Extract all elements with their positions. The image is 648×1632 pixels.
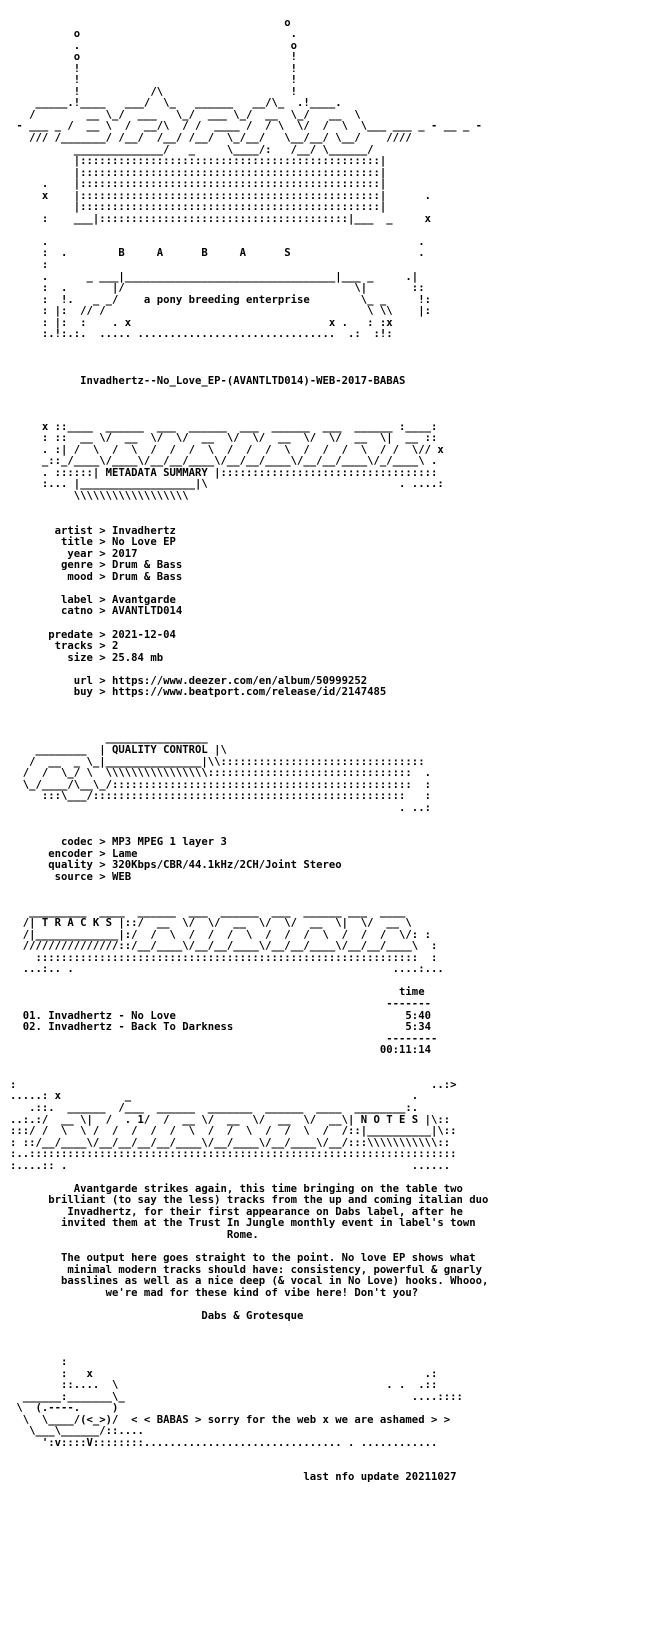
nfo-line: minimal modern tracks should have: consistency, powerful & gnarly bbox=[10, 1263, 482, 1276]
nfo-line: source > WEB bbox=[10, 871, 132, 884]
nfo-line: : ::/__/____\/__/__/__/__/____\/__/____\/__/____\/__/:::\\\\\\\\\\\:: bbox=[10, 1136, 451, 1149]
nfo-line bbox=[10, 1057, 488, 1069]
nfo-line: we're mad for these kind of vibe here! Don't you? bbox=[10, 1286, 419, 1299]
nfo-line: quality > 320Kbps/CBR/44.1kHz/2CH/Joint Stereo bbox=[10, 859, 342, 872]
nfo-line: : . |/ \| :: bbox=[10, 282, 425, 295]
nfo-line: _::_/____\/____\/__/__/____\/__/__/____\/__/__/____\/_/____\ . bbox=[10, 455, 438, 468]
nfo-line bbox=[10, 710, 488, 722]
nfo-line bbox=[10, 884, 488, 896]
nfo-line: 01. Invadhertz - No Love 5:40 bbox=[10, 1009, 431, 1022]
nfo-line: /// /_______/ /__/ /__/ /__/ \_/__/ \__/__/ \__/ //// bbox=[10, 132, 412, 145]
nfo-line: /| T R A C K S |::/ __ \/ \/ __ \/ \/ __ \| \/ __ \ bbox=[10, 917, 412, 930]
nfo-line: ______________/ _ \____/: /__/ \______/ bbox=[10, 143, 374, 156]
nfo-line bbox=[10, 387, 488, 399]
nfo-line: url > https://www.deezer.com/en/album/50999252 bbox=[10, 674, 368, 687]
nfo-line bbox=[10, 6, 488, 18]
nfo-line: Invadhertz, for their first appearance on Dabs label, after he bbox=[10, 1205, 463, 1218]
nfo-line: ::.... \ . . .:: bbox=[10, 1379, 438, 1392]
nfo-line bbox=[10, 1334, 488, 1346]
nfo-line: : |: : . x x . : :x bbox=[10, 316, 393, 329]
nfo-line: : x .: bbox=[10, 1367, 438, 1380]
nfo-line: artist > Invadhertz bbox=[10, 524, 176, 537]
nfo-line: Invadhertz--No_Love_EP-(AVANTLTD014)-WEB-2017-BABAS bbox=[10, 374, 406, 387]
nfo-line: . o bbox=[10, 39, 298, 52]
nfo-line: ///////////////::/__/____\/__/__/____\/__/__/____\/__/__/____\ : bbox=[10, 940, 438, 953]
nfo-line: last nfo update 20211027 bbox=[10, 1471, 457, 1484]
nfo-line: |:::::::::::::::::::::::::::::::::::::::::::::::| bbox=[10, 201, 387, 214]
nfo-line bbox=[10, 699, 488, 711]
nfo-line: ________ | QUALITY CONTROL |\ bbox=[10, 744, 227, 756]
nfo-line: :::::::::::::::::::::::::::::::::::::::::::::::::::::::::::: : bbox=[10, 951, 438, 964]
nfo-line: encoder > Lame bbox=[10, 847, 138, 860]
nfo-line: invited them at the Trust In Jungle monthly event in label's town bbox=[10, 1217, 476, 1230]
nfo-line bbox=[10, 514, 488, 526]
nfo-line: time bbox=[10, 986, 425, 999]
nfo-line: predate > 2021-12-04 bbox=[10, 628, 176, 641]
nfo-line: Rome. bbox=[10, 1228, 259, 1241]
nfo-line: -------- bbox=[10, 1032, 438, 1045]
nfo-line: \ \____/(<_>)/ < < BABAS > sorry for the web x we are ashamed > > bbox=[10, 1413, 451, 1426]
nfo-line: label > Avantgarde bbox=[10, 593, 176, 606]
nfo-line: - ___ _ / __ \ / __/\ / / ____ / / \ \/ / \ \___ ___ _ - __ _ - bbox=[10, 120, 482, 133]
nfo-line: year > 2017 bbox=[10, 547, 138, 560]
nfo-line: \\\\\\\\\\\\\\\\\\ bbox=[10, 489, 189, 502]
nfo-line: catno > AVANTLTD014 bbox=[10, 605, 183, 618]
nfo-line: ______:_______\_ ....:::: bbox=[10, 1390, 463, 1403]
nfo-line: /|_____________|:/ / \ / / / \ / / / \ / / / \/: : bbox=[10, 928, 431, 941]
nfo-line: \___\______/::.... bbox=[10, 1425, 144, 1438]
nfo-line: title > No Love EP bbox=[10, 536, 176, 549]
nfo-line: : ___|:::::::::::::::::::::::::::::::::::::::|___ _ x bbox=[10, 212, 431, 225]
nfo-line: o bbox=[10, 16, 291, 29]
nfo-line: / __ _ \_|_______________|\\:::::::::::::::::::::::::::::::: bbox=[10, 755, 425, 768]
nfo-line: ------- bbox=[10, 998, 431, 1011]
nfo-line bbox=[10, 618, 488, 630]
nfo-line bbox=[10, 1345, 488, 1357]
nfo-line: :... |__________________|\ . ....: bbox=[10, 478, 444, 491]
nfo-line: / __ \_/ ___ \_/ ___ \_/ __ \_/ __ \ bbox=[10, 108, 361, 121]
nfo-line bbox=[10, 364, 488, 376]
nfo-line bbox=[10, 895, 488, 907]
nfo-line: _____.!____ ___/ \_ ______ __/\_ .!____. bbox=[10, 97, 342, 110]
nfo-line: ..:.:/ __ \| / . 1/ / __ \/ __ \/ __ \/ __\| N O T E S |\:: bbox=[10, 1113, 451, 1126]
nfo-line: basslines as well as a nice deep (& vocal in No Love) hooks. Whooo, bbox=[10, 1275, 489, 1288]
nfo-line: 00:11:14 bbox=[10, 1044, 431, 1057]
nfo-line: \ (.----. ) bbox=[10, 1402, 119, 1415]
nfo-line: .....: x _ . bbox=[10, 1090, 419, 1103]
nfo-line: buy > https://www.beatport.com/release/id/2147485 bbox=[10, 686, 387, 699]
nfo-line: : ..:> bbox=[10, 1078, 457, 1091]
nfo-line: . :| / \ / \ / / / \ / / / \ / / / \ / / \// x bbox=[10, 443, 444, 456]
nfo-line bbox=[10, 814, 488, 826]
nfo-line: ! ! bbox=[10, 74, 298, 87]
nfo-line: .::. ______ /___ ______ _______ ______ ____ ________:. bbox=[10, 1101, 419, 1114]
nfo-line: x ::____ ______ ___ ______ ___ ______ ___ ______ :____: bbox=[10, 420, 438, 433]
nfo-line: Dabs & Grotesque bbox=[10, 1309, 304, 1322]
nfo-line: o ! bbox=[10, 51, 298, 64]
nfo-line: : . B A B A S . bbox=[10, 247, 425, 260]
nfo-line: codec > MP3 MPEG 1 layer 3 bbox=[10, 836, 227, 849]
nfo-line: :.!:.:. ..... ............................... .: :!: bbox=[10, 328, 393, 341]
nfo-line: / / \_/ \ \\\\\\\\\\\\\\\\:::::::::::::::::::::::::::::::: . bbox=[10, 767, 431, 780]
nfo-line: o . bbox=[10, 28, 298, 41]
nfo-line bbox=[10, 410, 488, 422]
nfo-line: ...:.. . ....:... bbox=[10, 963, 444, 976]
nfo-line bbox=[10, 1449, 488, 1461]
nfo-line: brilliant (to say the less) tracks from the up and coming italian duo bbox=[10, 1194, 489, 1207]
nfo-line: ! /\ ! bbox=[10, 85, 298, 98]
nfo-line bbox=[10, 1322, 488, 1334]
nfo-line bbox=[10, 399, 488, 411]
nfo-line: ':v::::V::::::::............................... . ............ bbox=[10, 1436, 438, 1449]
nfo-line: . ..: bbox=[10, 801, 431, 814]
nfo-line: mood > Drum & Bass bbox=[10, 570, 183, 583]
nfo-line: ________________ bbox=[10, 732, 208, 745]
nfo-line: genre > Drum & Bass bbox=[10, 559, 183, 572]
nfo-line bbox=[10, 341, 488, 353]
nfo-line: ! ! bbox=[10, 62, 298, 75]
nfo-line: 02. Invadhertz - Back To Darkness 5:34 bbox=[10, 1021, 431, 1034]
nfo-line: : bbox=[10, 259, 49, 272]
nfo-document bbox=[10, 6, 488, 1484]
nfo-line: :::\___/::::::::::::::::::::::::::::::::::::::::::::::::: : bbox=[10, 790, 431, 803]
nfo-line: . ::::::| METADATA SUMMARY |:::::::::::::::::::::::::::::::::: bbox=[10, 466, 438, 479]
nfo-line: Avantgarde strikes again, this time bringing on the table two bbox=[10, 1182, 463, 1195]
nfo-line bbox=[10, 352, 488, 364]
nfo-line: . _ ___|_________________________________|___ _ .| bbox=[10, 270, 419, 283]
nfo-line: : |: // / \ \\ |: bbox=[10, 305, 431, 318]
nfo-line: _________ ____ ______ ___ ______ ___ ______ ___ ____ bbox=[10, 905, 406, 918]
nfo-line: . |:::::::::::::::::::::::::::::::::::::::::::::::| bbox=[10, 178, 387, 191]
nfo-line: : !. _ _/ a pony breeding enterprise \_ _ !: bbox=[10, 293, 431, 306]
nfo-line: |:::::::::::::::::::::::::::::::::::::::::::::::| bbox=[10, 166, 387, 179]
nfo-line: :....:: . ...... bbox=[10, 1159, 451, 1172]
nfo-line: :::/ / \ \ / / / / / \ / / \ / / \ / /::|__________|\:: bbox=[10, 1125, 457, 1138]
nfo-line: . . bbox=[10, 235, 425, 248]
nfo-line bbox=[10, 664, 488, 676]
nfo-line: size > 25.84 mb bbox=[10, 651, 164, 664]
nfo-line: |:::::::::::::::::::::::::::::::::::::::::::::::| bbox=[10, 155, 387, 168]
nfo-line: x |:::::::::::::::::::::::::::::::::::::::::::::::| . bbox=[10, 189, 431, 202]
nfo-line: \_/____/\__\_/::::::::::::::::::::::::::::::::::::::::::::::: : bbox=[10, 778, 431, 791]
nfo-line: tracks > 2 bbox=[10, 640, 119, 653]
nfo-line: The output here goes straight to the point. No love EP shows what bbox=[10, 1252, 476, 1265]
nfo-line: : :: __ \/ __ \/ \/ __ \/ \/ __ \/ \/ __ \| __ :: bbox=[10, 432, 438, 445]
nfo-line: :..::::::::::::::::::::::::::::::::::::::::::::::::::::::::::::::::::: bbox=[10, 1148, 457, 1161]
nfo-line: : bbox=[10, 1355, 68, 1368]
nfo-line bbox=[10, 503, 488, 515]
